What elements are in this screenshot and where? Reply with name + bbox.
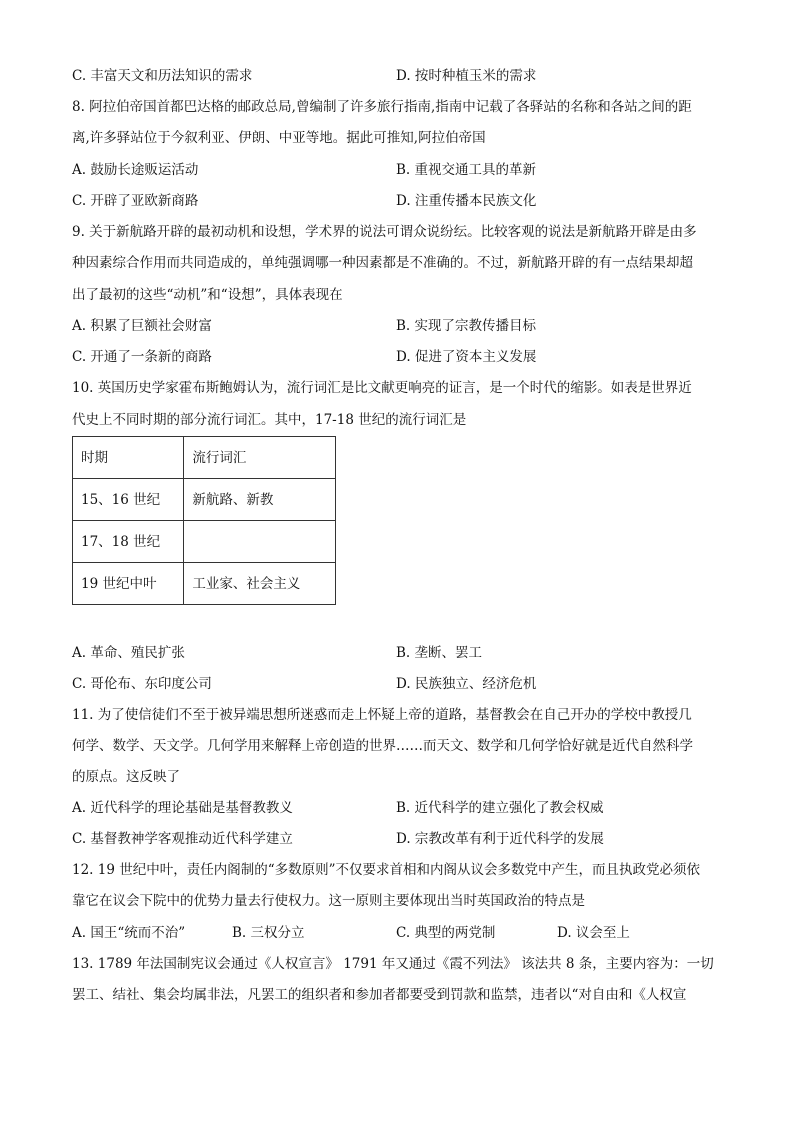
table-header-period: 时期 (73, 437, 184, 479)
table-row (73, 521, 336, 563)
q13-stem-line-1: 13. 1789 年法国制宪议会通过《人权宣言》 1791 年又通过《霞不列法》 该法共 8 条，主要内容为：一切 (72, 956, 714, 972)
table-cell-vocabulary: 工业家、社会主义 (184, 563, 336, 605)
q12-option-c[interactable]: C. 典型的两党制 (396, 925, 496, 941)
table-cell-period: 17、18 世纪 (73, 521, 184, 563)
q9-option-a[interactable]: A. 积累了巨额社会财富 (72, 318, 212, 334)
table-header-vocabulary: 流行词汇 (184, 437, 336, 479)
q10-stem-line-1: 10. 英国历史学家霍布斯鲍姆认为，流行词汇是比文献更响亮的证言，是一个时代的缩影。如表是世界近 (72, 380, 692, 396)
q12-stem-line-2: 靠它在议会下院中的优势力量去行使权力。这一原则主要体现出当时英国政治的特点是 (72, 893, 585, 909)
q9-option-b[interactable]: B. 实现了宗教传播目标 (396, 318, 537, 334)
table-header-row (73, 437, 336, 479)
table-cell-vocabulary-blank (184, 521, 336, 563)
q8-option-a[interactable]: A. 鼓励长途贩运活动 (72, 162, 199, 178)
q10-option-b[interactable]: B. 垄断、罢工 (396, 645, 483, 661)
q13-stem-line-2: 罢工、结社、集会均属非法，凡罢工的组织者和参加者都要受到罚款和监禁，违者以“对自由和《人权宣 (72, 987, 687, 1003)
q10-option-d[interactable]: D. 民族独立、经济危机 (396, 676, 537, 692)
q8-option-d[interactable]: D. 注重传播本民族文化 (396, 193, 537, 209)
table-cell-period: 15、16 世纪 (73, 479, 184, 521)
q9-stem-line-2: 种因素综合作用而共同造成的，单纯强调哪一种因素都是不准确的。不过，新航路开辟的有一点结果却超 (72, 255, 693, 271)
q9-option-c[interactable]: C. 开通了一条新的商路 (72, 349, 212, 365)
q11-option-a[interactable]: A. 近代科学的理论基础是基督教教义 (72, 800, 293, 816)
q8-option-b[interactable]: B. 重视交通工具的革新 (396, 162, 537, 178)
q10-vocabulary-table (72, 436, 336, 605)
q11-stem-line-1: 11. 为了使信徒们不至于被异端思想所迷惑而走上怀疑上帝的道路，基督教会在自己开办的学校中教授几 (72, 707, 692, 723)
q12-option-b[interactable]: B. 三权分立 (232, 925, 305, 941)
table-cell-vocabulary: 新航路、新教 (184, 479, 336, 521)
q10-option-a[interactable]: A. 革命、殖民扩张 (72, 645, 185, 661)
q8-option-c[interactable]: C. 开辟了亚欧新商路 (72, 193, 199, 209)
q8-stem-line-2: 离,许多驿站位于今叙利亚、伊朗、中亚等地。据此可推知,阿拉伯帝国 (72, 130, 486, 146)
table-row (73, 479, 336, 521)
q10-option-c[interactable]: C. 哥伦布、东印度公司 (72, 676, 212, 692)
q12-option-d[interactable]: D. 议会至上 (557, 925, 630, 941)
q11-option-d[interactable]: D. 宗教改革有利于近代科学的发展 (396, 831, 604, 847)
q9-stem-line-1: 9. 关于新航路开辟的最初动机和设想，学术界的说法可谓众说纷纭。比较客观的说法是新航路开辟是由多 (72, 224, 697, 240)
q11-stem-line-2: 何学、数学、天文学。几何学用来解释上帝创造的世界……而天文、数学和几何学恰好就是近代自然科学 (72, 738, 693, 754)
q11-option-b[interactable]: B. 近代科学的建立强化了教会权威 (396, 800, 604, 816)
q12-option-a[interactable]: A. 国王“统而不治” (72, 925, 186, 941)
q8-stem-line-1: 8. 阿拉伯帝国首都巴达格的邮政总局,曾编制了许多旅行指南,指南中记载了各驿站的名称和各站之间的距 (72, 99, 692, 115)
q11-option-c[interactable]: C. 基督教神学客观推动近代科学建立 (72, 831, 293, 847)
q9-option-d[interactable]: D. 促进了资本主义发展 (396, 349, 537, 365)
q9-stem-line-3: 出了最初的这些“动机”和“设想”，具体表现在 (72, 287, 343, 303)
q7-option-c[interactable]: C. 丰富天文和历法知识的需求 (72, 68, 253, 84)
table-cell-period: 19 世纪中叶 (73, 563, 184, 605)
table-row (73, 563, 336, 605)
q11-stem-line-3: 的原点。这反映了 (72, 769, 180, 785)
q12-stem-line-1: 12. 19 世纪中叶，责任内阁制的“多数原则”不仅要求首相和内阁从议会多数党中产生，而且执政党必须依 (72, 862, 701, 878)
q7-option-d[interactable]: D. 按时种植玉米的需求 (396, 68, 537, 84)
q10-stem-line-2: 代史上不同时期的部分流行词汇。其中，17-18 世纪的流行词汇是 (72, 412, 467, 428)
